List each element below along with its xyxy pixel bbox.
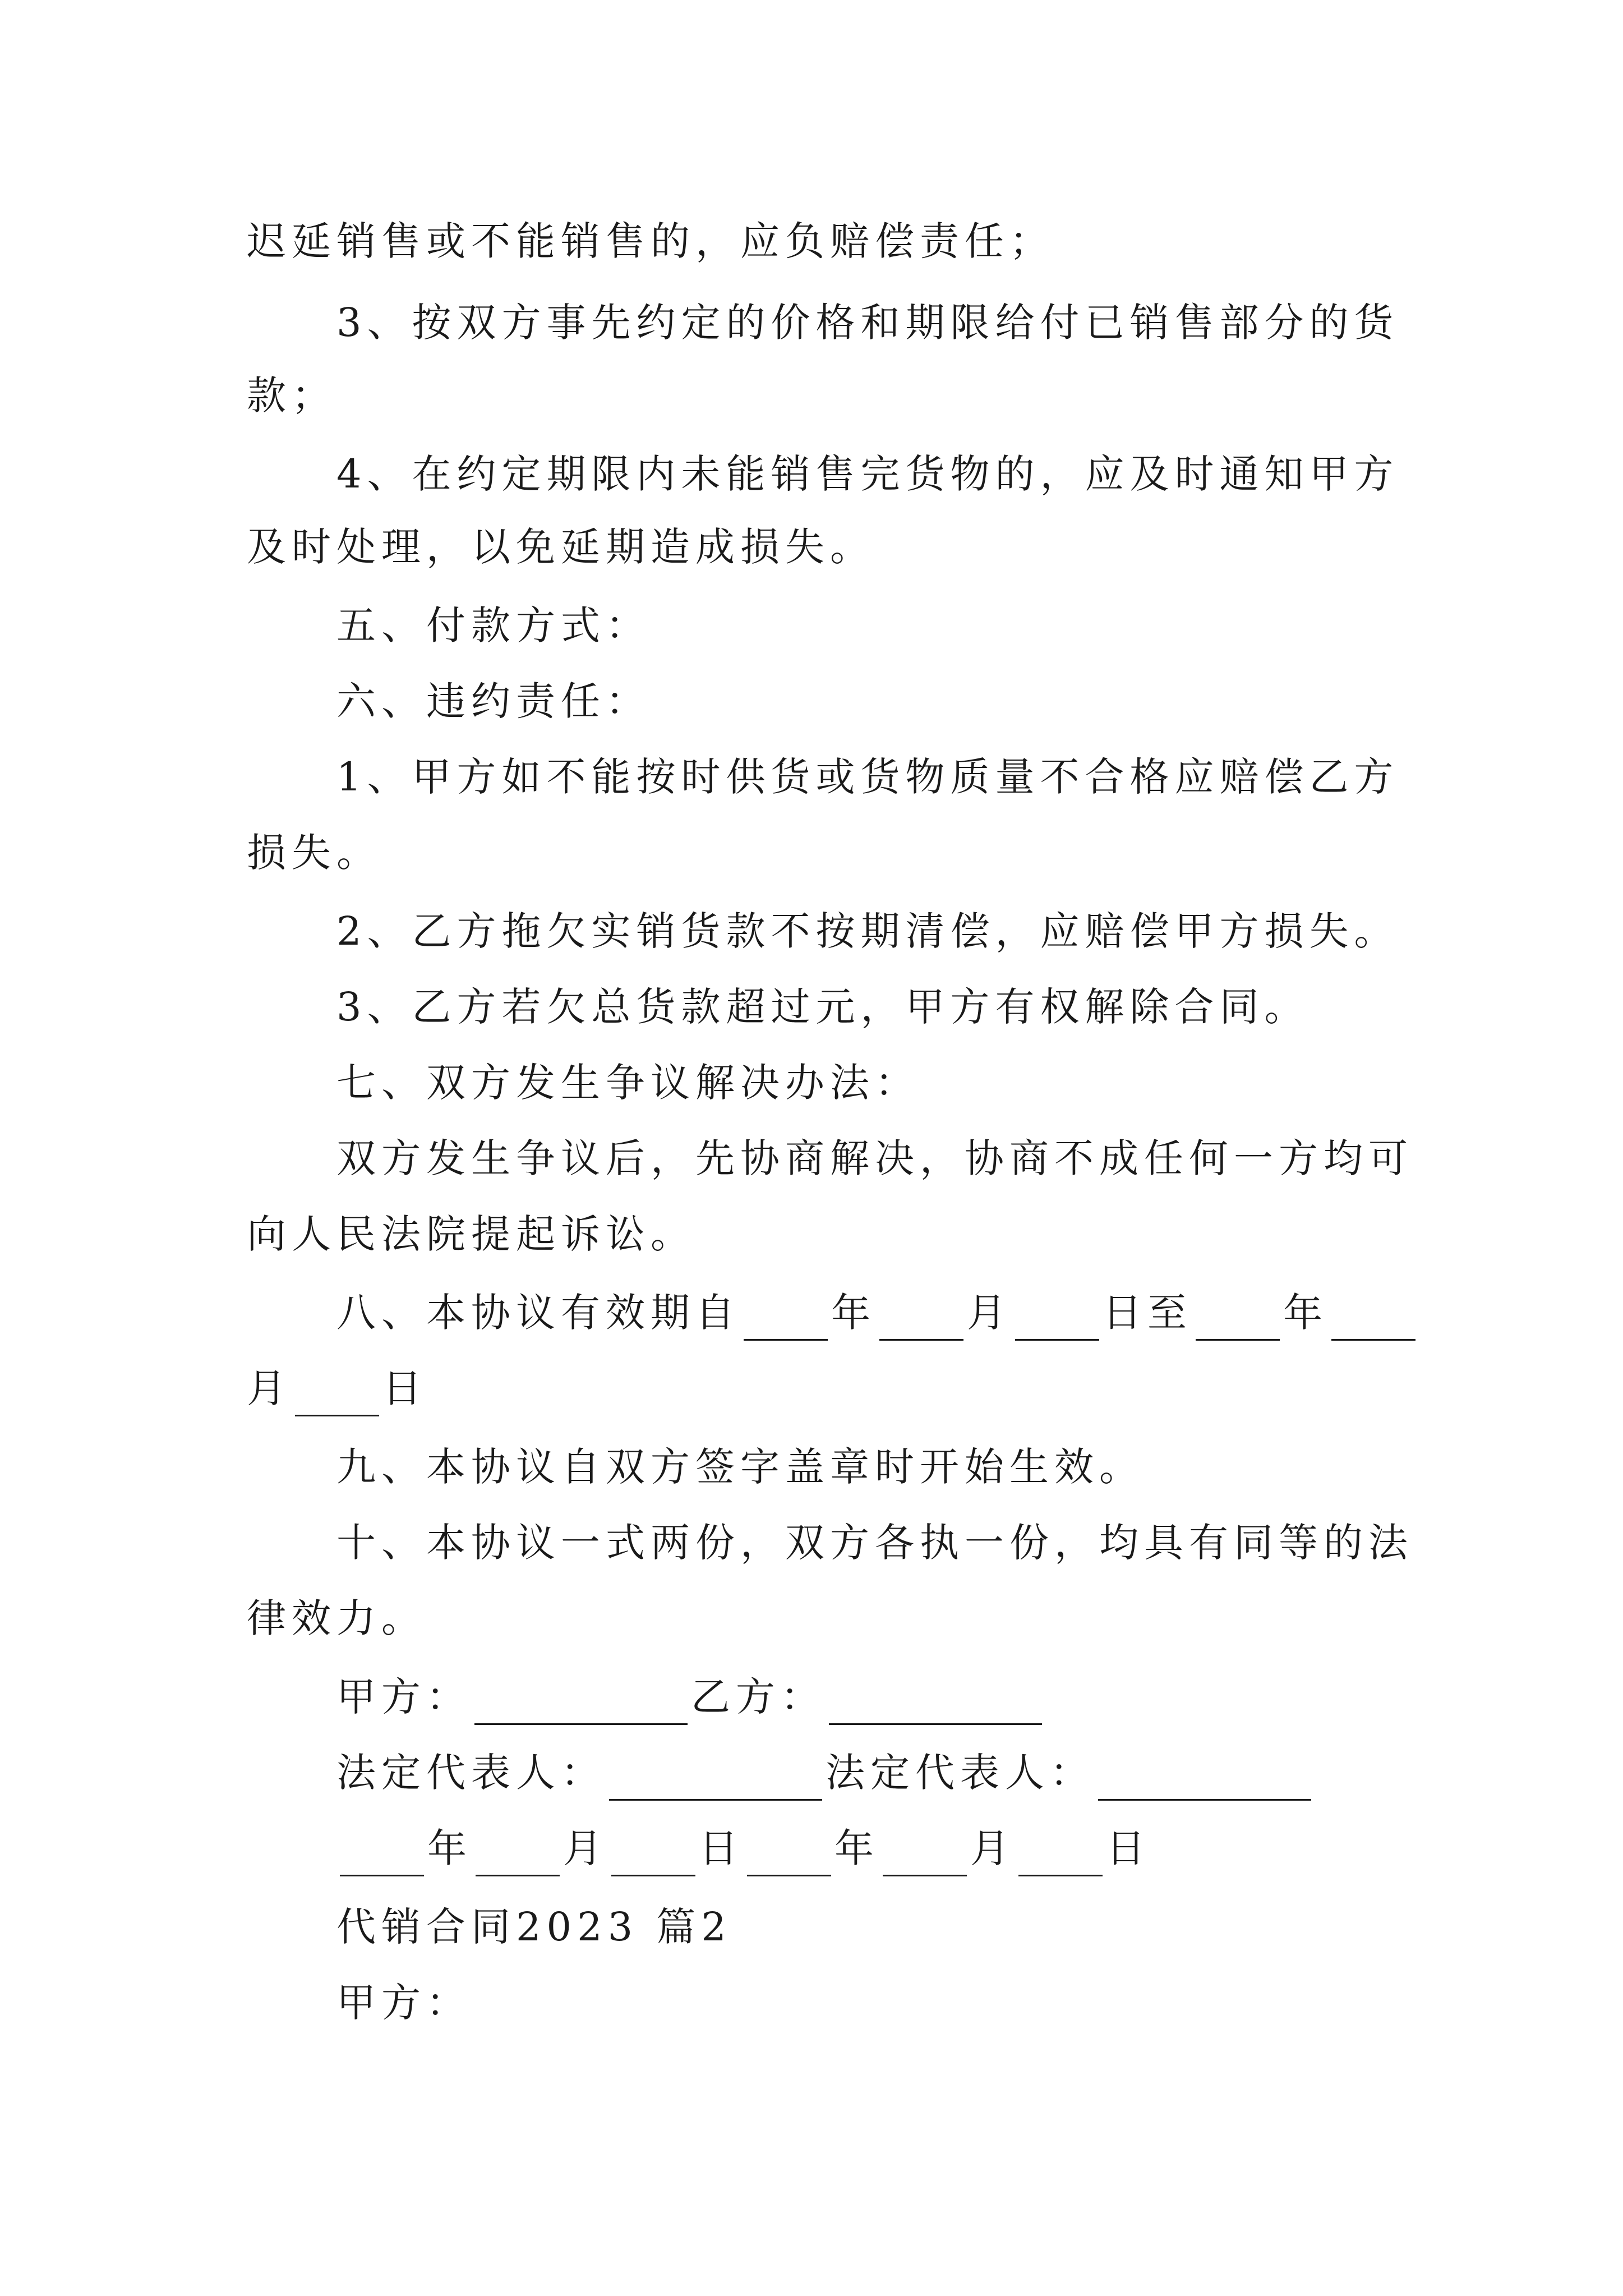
legal-rep-a-label: 法定代表人： (336, 1750, 606, 1796)
paragraph-line: 双方发生争议后，先协商解决，协商不成任何一方均可 (336, 1135, 1413, 1181)
validity-year: 年 (831, 1290, 876, 1336)
validity-prefix: 八、本协议有效期自 (336, 1290, 740, 1336)
paragraph-line: 2、乙方拖欠实销货款不按期清偿，应赔偿甲方损失。 (336, 908, 1399, 954)
blank-field (340, 1832, 424, 1876)
date-month: 月 (563, 1825, 608, 1871)
date-year2: 年 (834, 1825, 879, 1871)
paragraph-line: 损失。 (247, 830, 381, 876)
legal-rep-a-blank (609, 1756, 822, 1801)
date-day: 日 (699, 1825, 744, 1871)
blank-field (883, 1832, 967, 1876)
blank-field (1018, 1832, 1103, 1876)
party-a-heading: 甲方： (336, 1980, 471, 2026)
paragraph-line: 3、按双方事先约定的价格和期限给付已销售部分的货 (336, 300, 1399, 346)
blank-field (476, 1832, 560, 1876)
blank-field (879, 1296, 963, 1341)
party-a-label: 甲方： (336, 1674, 471, 1720)
section-heading: 五、付款方式： (336, 602, 651, 648)
paragraph-line: 及时处理，以免延期造成损失。 (247, 524, 875, 570)
signature-legal-reps (336, 1745, 1481, 1801)
date-month2: 月 (970, 1825, 1015, 1871)
paragraph-line: 1、甲方如不能按时供货或货物质量不合格应赔偿乙方 (336, 754, 1399, 800)
legal-rep-b-label: 法定代表人： (826, 1750, 1095, 1796)
paragraph-line: 3、乙方若欠总货款超过元，甲方有权解除合同。 (336, 984, 1310, 1030)
paragraph-line: 律效力。 (247, 1595, 426, 1641)
validity-day2: 日 (382, 1365, 427, 1411)
blank-field (744, 1296, 828, 1341)
validity-line (336, 1285, 1481, 1341)
paragraph-line: 4、在约定期限内未能销售完货物的，应及时通知甲方 (336, 451, 1399, 497)
validity-month: 月 (967, 1290, 1012, 1336)
legal-rep-b-blank (1098, 1756, 1311, 1801)
signature-date-row (336, 1820, 1481, 1876)
blank-field (611, 1832, 695, 1876)
blank-field (1015, 1296, 1099, 1341)
paragraph-line: 款； (247, 372, 336, 418)
paragraph-line: 九、本协议自双方签字盖章时开始生效。 (336, 1444, 1144, 1490)
section-heading: 六、违约责任： (336, 678, 651, 724)
blank-field (1196, 1296, 1280, 1341)
paragraph-line: 十、本协议一式两份，双方各执一份，均具有同等的法 (336, 1520, 1413, 1566)
validity-month2: 月 (247, 1365, 292, 1411)
party-b-label: 乙方： (691, 1674, 826, 1720)
validity-line-cont (247, 1360, 1391, 1416)
paragraph-line: 向人民法院提起诉讼。 (247, 1211, 695, 1257)
paragraph-line: 迟延销售或不能销售的，应负赔偿责任； (247, 218, 1054, 264)
party-a-blank (474, 1681, 688, 1725)
section-heading: 七、双方发生争议解决办法： (336, 1060, 920, 1106)
section-title: 代销合同2023 篇2 (336, 1904, 732, 1950)
validity-year2: 年 (1283, 1290, 1328, 1336)
signature-parties (336, 1669, 1481, 1725)
party-b-blank (829, 1681, 1042, 1725)
blank-field (1331, 1296, 1415, 1341)
blank-field (295, 1372, 379, 1416)
blank-field (747, 1832, 831, 1876)
date-day2: 日 (1106, 1825, 1151, 1871)
validity-day-to: 日至 (1103, 1290, 1192, 1336)
date-year: 年 (427, 1825, 472, 1871)
